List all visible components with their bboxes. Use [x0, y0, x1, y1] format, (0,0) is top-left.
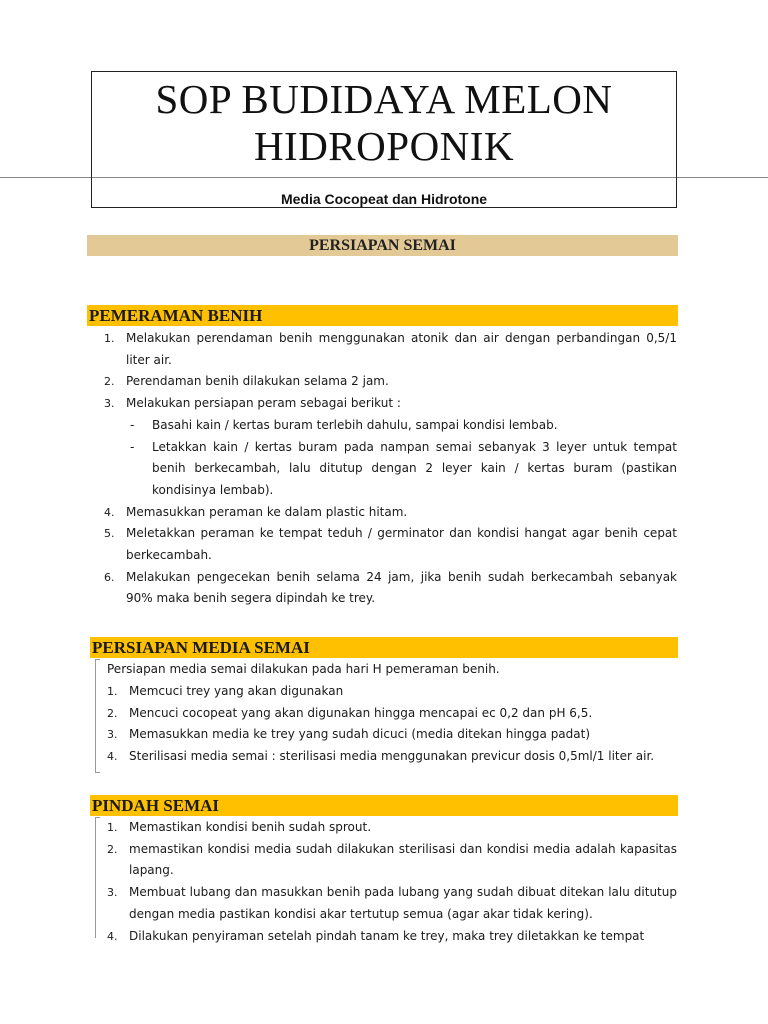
- heading-pemeraman-benih: PEMERAMAN BENIH: [87, 305, 678, 326]
- list-item: [107, 724, 677, 746]
- list-item-text: Memasukkan media ke trey yang sudah dicuci (media ditekan hingga padat): [129, 727, 591, 742]
- document-title: [92, 76, 676, 170]
- list-item: [107, 746, 677, 768]
- section-bracket: [95, 817, 100, 938]
- list-item: [104, 567, 677, 610]
- list-item-text: Memasukkan peraman ke dalam plastic hitam.: [126, 504, 408, 519]
- list-number: 3.: [107, 886, 118, 900]
- list-number: 5.: [104, 527, 115, 541]
- list-number: 4.: [107, 929, 118, 943]
- pemeraman-sublist: [130, 415, 677, 502]
- list-number: 1.: [107, 685, 118, 698]
- list-item: [104, 393, 677, 502]
- list-item-text: Melakukan pengecekan benih selama 24 jam, jika benih sudah berkecambah sebanyak 90% maka benih segera dipindah ke trey.: [126, 569, 677, 606]
- list-number: 2.: [107, 842, 118, 856]
- list-item-text: Sterilisasi media semai : sterilisasi media menggunakan previcur dosis 0,5ml/1 liter air.: [129, 749, 655, 764]
- list-dash: -: [130, 439, 135, 454]
- list-item-text: Membuat lubang dan masukkan benih pada lubang yang sudah dibuat ditekan lalu ditutup dengan media pastikan kondisi akar tertutup semua (agar akar tidak kering).: [129, 885, 677, 921]
- list-item-text: Memcuci trey yang akan digunakan: [129, 684, 344, 698]
- media-intro: Persiapan media semai dilakukan pada hari H pemeraman benih.: [107, 662, 500, 676]
- list-number: 2.: [107, 706, 118, 720]
- pindah-list: [107, 817, 677, 947]
- list-number: 1.: [104, 332, 115, 345]
- heading-pindah-semai: PINDAH SEMAI: [90, 795, 678, 816]
- list-item: [107, 817, 677, 839]
- list-item: [104, 371, 677, 393]
- list-item-text: Dilakukan penyiraman setelah pindah tanam ke trey, maka trey diletakkan ke tempat: [129, 928, 645, 943]
- pemeraman-list-container: [104, 328, 677, 610]
- list-item-text: Mencuci cocopeat yang akan digunakan hingga mencapai ec 0,2 dan pH 6,5.: [129, 705, 593, 720]
- list-item: [107, 703, 677, 725]
- list-item-text: Melakukan perendaman benih menggunakan atonik dan air dengan perbandingan 0,5/1 liter air.: [126, 331, 677, 367]
- list-number: 6.: [104, 570, 115, 584]
- title-line-1: SOP BUDIDAYA MELON: [155, 76, 613, 122]
- media-list-container: [107, 681, 677, 768]
- list-number: 4.: [104, 505, 115, 519]
- list-number: 1.: [107, 821, 118, 834]
- list-item: [107, 839, 677, 882]
- sublist-item: [130, 437, 677, 502]
- media-list: [107, 681, 677, 768]
- list-item-text: memastikan kondisi media sudah dilakukan sterilisasi dan kondisi media adalah kapasitas lapang.: [129, 841, 677, 878]
- document-subtitle: Media Cocopeat dan Hidrotone: [280, 191, 488, 207]
- pindah-list-container: [107, 817, 677, 947]
- list-item-text: Meletakkan peraman ke tempat teduh / germinator dan kondisi hangat agar benih cepat berkecambah.: [126, 526, 677, 563]
- title-box: [91, 71, 677, 208]
- list-number: 3.: [107, 728, 118, 742]
- heading-persiapan-media-semai: PERSIAPAN MEDIA SEMAI: [90, 637, 678, 658]
- list-item: [104, 328, 677, 371]
- sublist-item-text: Letakkan kain / kertas buram pada nampan semai sebanyak 3 leyer untuk tempat benih berkecambah, lalu ditutup dengan 2 leyer kain / kertas buram (pastikan kondisinya lembab).: [152, 439, 677, 497]
- list-number: 4.: [107, 750, 118, 764]
- list-number: 3.: [104, 397, 115, 411]
- list-item-text: Memastikan kondisi benih sudah sprout.: [129, 820, 372, 834]
- list-item: [107, 882, 677, 925]
- pemeraman-list: [104, 328, 677, 610]
- section-title: PERSIAPAN SEMAI: [87, 235, 678, 256]
- list-number: 2.: [104, 375, 115, 389]
- sublist-item-text: Basahi kain / kertas buram terlebih dahulu, sampai kondisi lembab.: [152, 417, 558, 432]
- list-item: [104, 523, 677, 566]
- list-item-text: Perendaman benih dilakukan selama 2 jam.: [126, 374, 389, 389]
- list-item: [107, 926, 677, 948]
- list-item: [104, 502, 677, 524]
- list-item: [107, 681, 677, 703]
- list-item-text: Melakukan persiapan peram sebagai berikut :: [126, 396, 401, 411]
- list-dash: -: [130, 417, 135, 432]
- sublist-item: [130, 415, 677, 437]
- section-bracket: [95, 659, 100, 773]
- title-line-2: HIDROPONIK: [253, 123, 515, 169]
